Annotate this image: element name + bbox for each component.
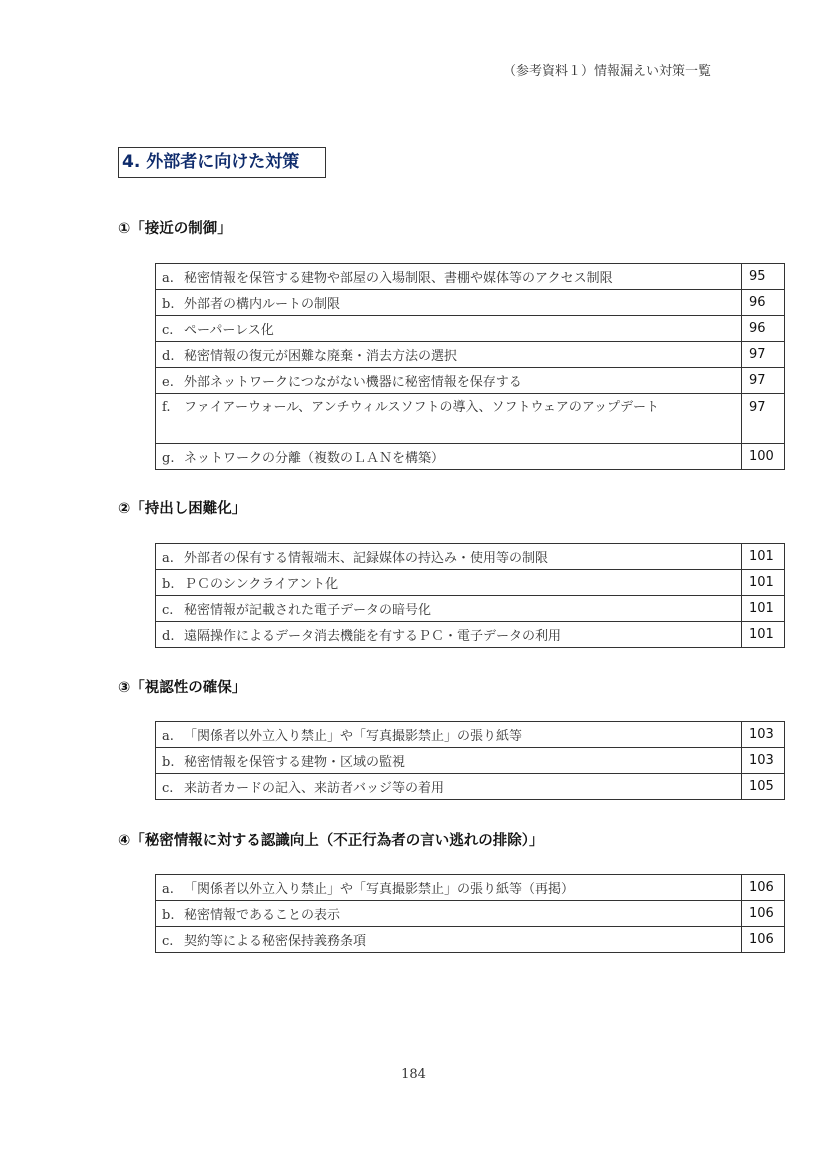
item-page: 105 [742,774,785,800]
item-text: ペーパーレス化 [184,323,274,338]
item-page: 106 [742,901,785,927]
item-mark: d. [162,349,175,364]
group-title-carry-out-difficulty: ②「持出し困難化」 [118,501,247,517]
table-row [156,622,785,648]
item-page: 100 [742,444,785,470]
group-title-access-control: ①「接近の制御」 [118,221,232,237]
item-mark: c. [162,934,174,949]
item-text: 外部者の構内ルートの制限 [184,297,341,312]
item-text-cell [156,290,742,316]
item-mark: c. [162,323,174,338]
item-page: 101 [742,544,785,570]
item-text: ＰＣのシンクライアント化 [184,577,339,592]
item-page: 96 [742,316,785,342]
item-mark: b. [162,297,175,312]
item-text-cell [156,264,742,290]
table-row [156,875,785,901]
item-text-cell [156,722,742,748]
item-mark: c. [162,781,174,796]
item-text: ファイアーウォール、アンチウィルスソフトの導入、ソフトウェアのアップデート [184,400,660,415]
item-page: 101 [742,570,785,596]
item-text: 来訪者カードの記入、来訪者バッジ等の着用 [184,781,445,796]
item-mark: a. [162,882,174,897]
item-text-cell [156,774,742,800]
item-page: 106 [742,927,785,953]
table-row [156,596,785,622]
table-row [156,290,785,316]
item-mark: b. [162,908,175,923]
item-text-cell [156,596,742,622]
item-text: 秘密情報が記載された電子データの暗号化 [184,603,432,618]
item-text: 遠隔操作によるデータ消去機能を有するＰＣ・電子データの利用 [184,629,562,644]
item-mark: b. [162,755,175,770]
item-page: 101 [742,622,785,648]
table-access-control [155,263,785,470]
item-text: 秘密情報を保管する建物・区域の監視 [184,755,406,770]
group-title-awareness: ④「秘密情報に対する認識向上（不正行為者の言い逃れの排除）」 [118,833,544,849]
reference-header: （参考資料１）情報漏えい対策一覧 [502,64,711,79]
table-row [156,570,785,596]
item-text: 外部者の保有する情報端末、記録媒体の持込み・使用等の制限 [184,551,549,566]
item-page: 97 [742,368,785,394]
item-text-cell [156,394,742,444]
page-number: 184 [401,1067,426,1082]
item-text: 秘密情報を保管する建物や部屋の入場制限、書棚や媒体等のアクセス制限 [184,271,613,286]
item-page: 97 [742,342,785,368]
item-text-cell [156,570,742,596]
group-title-visibility: ③「視認性の確保」 [118,680,247,696]
item-text: 秘密情報であることの表示 [184,908,341,923]
item-text: 外部ネットワークにつながない機器に秘密情報を保存する [184,375,522,390]
item-mark: d. [162,629,175,644]
table-row [156,316,785,342]
item-text-cell [156,444,742,470]
item-text-cell [156,342,742,368]
item-mark: a. [162,729,174,744]
table-row [156,927,785,953]
item-text-cell [156,544,742,570]
item-text-cell [156,927,742,953]
item-text: 秘密情報の復元が困難な廃棄・消去方法の選択 [184,349,458,364]
item-text-cell [156,368,742,394]
item-mark: a. [162,271,174,286]
item-text: ネットワークの分離（複数のＬＡＮを構築） [184,451,445,466]
item-page: 97 [742,394,785,444]
item-page: 103 [742,722,785,748]
item-page: 101 [742,596,785,622]
table-row [156,264,785,290]
item-text: 「関係者以外立入り禁止」や「写真撮影禁止」の張り紙等 [184,729,523,744]
item-text: 契約等による秘密保持義務条項 [184,934,367,949]
item-text-cell [156,748,742,774]
table-row [156,444,785,470]
item-page: 103 [742,748,785,774]
item-mark: a. [162,551,174,566]
item-text-cell [156,875,742,901]
item-mark: e. [162,375,174,390]
item-text-cell [156,622,742,648]
table-row [156,722,785,748]
section-title: 4. 外部者に向けた対策 [118,147,326,178]
item-page: 106 [742,875,785,901]
table-row [156,901,785,927]
table-row [156,368,785,394]
item-mark: g. [162,451,175,466]
item-text-cell [156,316,742,342]
item-mark: f. [162,400,171,415]
table-row [156,544,785,570]
table-row [156,774,785,800]
table-carry-out-difficulty [155,543,785,648]
table-row [156,342,785,368]
item-page: 95 [742,264,785,290]
item-text: 「関係者以外立入り禁止」や「写真撮影禁止」の張り紙等（再掲） [184,882,575,897]
table-row [156,394,785,444]
item-page: 96 [742,290,785,316]
table-row [156,748,785,774]
item-text-cell [156,901,742,927]
item-mark: c. [162,603,174,618]
table-awareness [155,874,785,953]
item-mark: b. [162,577,175,592]
table-visibility [155,721,785,800]
